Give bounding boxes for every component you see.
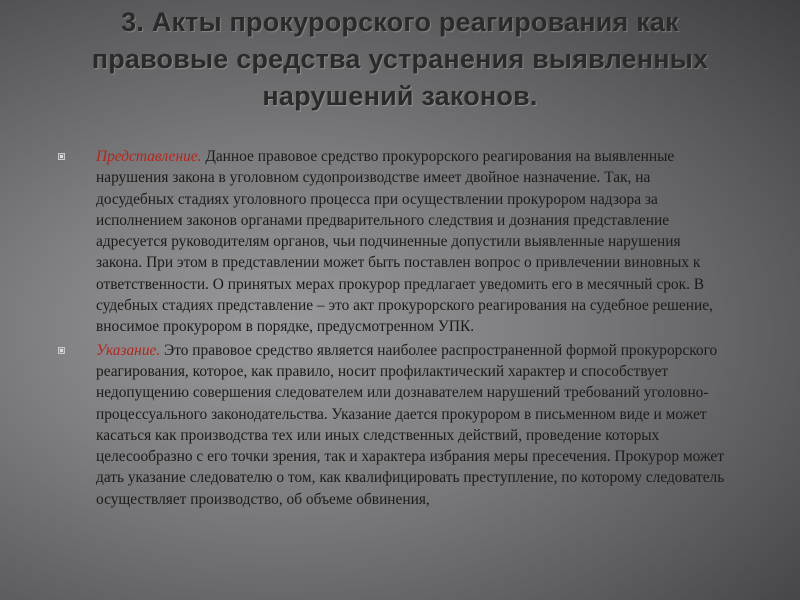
bullet-term: Указание. <box>96 341 161 359</box>
title-line-1: 3. Акты прокурорского реагирования как <box>121 7 679 37</box>
slide-content <box>56 146 730 510</box>
square-bullet-icon <box>58 153 65 160</box>
bullet-text: Данное правовое средство прокурорского реагирования на выявленные нарушения закона в уголовном судопроизводстве имеет двойное назначение. Так, на досудебных стадиях уголовного процесса при осуществлении прокурором надзора за исполнением законов органами предварительного следствия и дознания представление адресуется руководителям органов, чьи подчиненные допустили выявленные нарушения закона. При этом в представлении может быть поставлен вопрос о привлечении виновных к ответственности. О принятых мерах прокурор предлагает уведомить его в месячный срок. В судебных стадиях представление – это акт прокурорского реагирования на судебное решение, вносимое прокурором в порядке, предусмотренном УПК. <box>96 148 713 336</box>
title-line-3: нарушений законов. <box>262 81 538 111</box>
bullet-term: Представление. <box>96 148 202 165</box>
bullet-item-ukazanie <box>56 340 730 510</box>
square-bullet-icon <box>58 347 65 354</box>
bullet-item-predstavlenie <box>56 146 730 338</box>
slide-title <box>30 4 770 115</box>
title-line-2: правовые средства устранения выявленных <box>91 44 709 74</box>
bullet-text: Это правовое средство является наиболее распространенной формой прокурорского реагирования, которое, как правило, носит профилактический характер и способствует недопущению совершения следователем или дознавателем нарушений требований уголовно-процессуального законодательства. Указание дается прокурором в письменном виде и может касаться как производства тех или иных следственных действий, проведение которых целесообразно с его точки зрения, так и характера избрания меры пресечения. Прокурор может дать указание следователю о том, как квалифицировать преступление, по которому следователь осуществляет производство, об объеме обвинения, <box>96 341 725 508</box>
